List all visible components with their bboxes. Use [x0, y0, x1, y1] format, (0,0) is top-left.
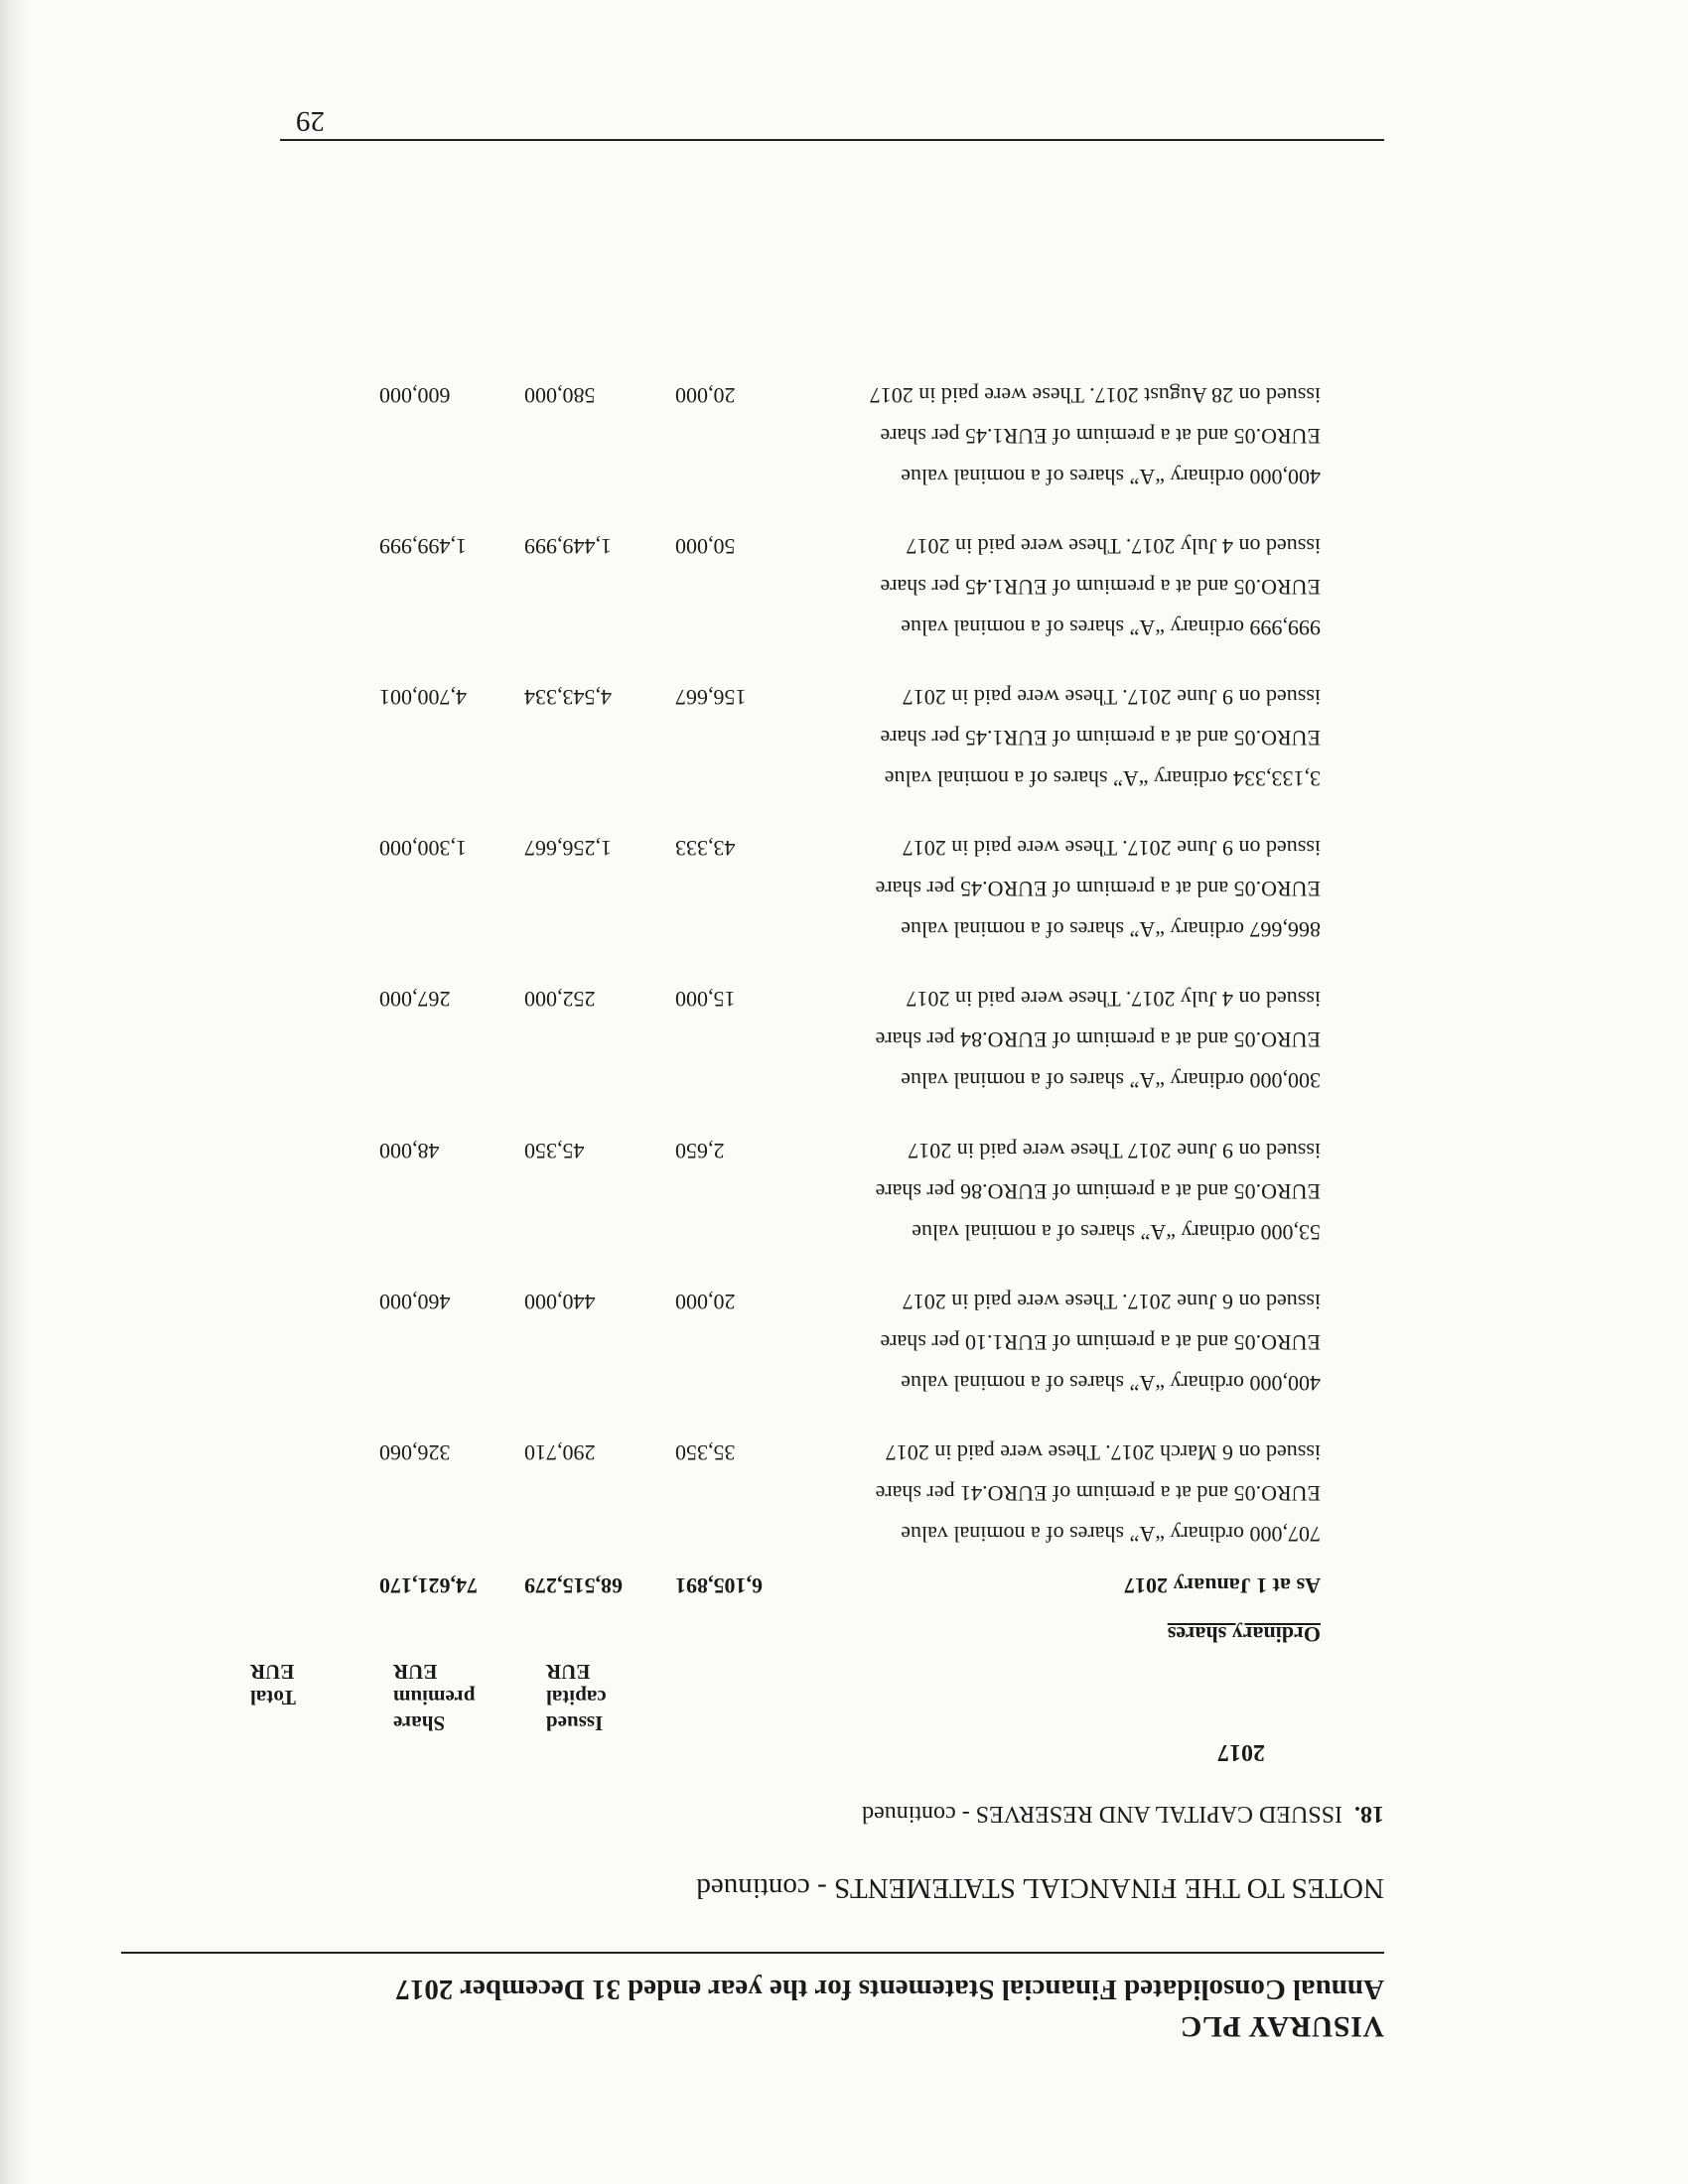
description-line: 707,000 ordinary “A” shares of a nominal value: [901, 1522, 1321, 1547]
column-header-issued-capital: [546, 1659, 685, 1736]
total-value: 48,000: [379, 1139, 440, 1163]
description-line: EURO.05 and at a premium of EUR1.45 per share: [880, 424, 1321, 449]
section-title: ISSUED CAPITAL AND RESERVES - continued: [862, 1801, 1342, 1827]
header-rule: [121, 1952, 1384, 1954]
share-premium-value: 290,710: [524, 1440, 596, 1465]
total-value: 1,300,000: [379, 836, 467, 861]
issued-capital-value: 35,350: [675, 1440, 736, 1465]
notes-heading: NOTES TO THE FINANCIAL STATEMENTS - continued: [696, 1872, 1384, 1904]
report-title: Annual Consolidated Financial Statements for the year ended 31 December 2017: [395, 1974, 1384, 2005]
description-line: issued on 4 July 2017. These were paid in 2017: [906, 534, 1321, 559]
description-line: EURO.05 and at a premium of EUR1.10 per share: [880, 1330, 1321, 1355]
description-line: 3,133,334 ordinary “A” shares of a nominal value: [884, 766, 1321, 791]
share-premium-value: 1,449,999: [524, 534, 612, 559]
issued-capital-value: 15,000: [675, 987, 736, 1012]
section-number: 18.: [1354, 1801, 1384, 1827]
column-header-line: EUR: [250, 1660, 295, 1684]
share-premium-value: 45,350: [524, 1139, 585, 1163]
company-name: VISURAY PLC: [1180, 2010, 1384, 2043]
description-line: 300,000 ordinary “A” shares of a nominal value: [901, 1068, 1321, 1093]
description-line: 400,000 ordinary “A” shares of a nominal value: [901, 1371, 1321, 1396]
issued-capital-value: 50,000: [675, 534, 736, 559]
total-value: 267,000: [379, 987, 451, 1012]
description-line: 53,000 ordinary “A” shares of a nominal value: [912, 1220, 1321, 1245]
share-premium-value: 1,256,667: [524, 836, 612, 861]
scan-edge-shadow: [0, 0, 30, 2184]
share-premium-value: 68,515,279: [524, 1573, 623, 1598]
description-line: issued on 6 March 2017. These were paid in 2017: [885, 1440, 1321, 1465]
description-line: issued on 9 June 2017 These were paid in 2017: [908, 1139, 1321, 1163]
column-header-line: Issued: [546, 1711, 604, 1735]
share-premium-value: 580,000: [524, 383, 596, 408]
total-value: 74,621,170: [379, 1573, 478, 1598]
total-value: 460,000: [379, 1290, 451, 1314]
issued-capital-value: 20,000: [675, 1290, 736, 1314]
total-value: 1,499,999: [379, 534, 467, 559]
column-header-total: [250, 1659, 389, 1710]
footer-rule: [280, 139, 1384, 141]
share-premium-value: 440,000: [524, 1290, 596, 1314]
description-line: EURO.05 and at a premium of EURO.84 per share: [875, 1027, 1321, 1052]
share-premium-value: 4,543,334: [524, 685, 612, 710]
column-header-line: premium: [393, 1686, 476, 1709]
description-line: issued on 4 July 2017. These were paid in 2017: [906, 987, 1321, 1012]
description-line: 999,999 ordinary “A” shares of a nominal value: [901, 615, 1321, 640]
description-line: EURO.05 and at a premium of EURO.45 per share: [875, 877, 1321, 901]
description-line: EURO.05 and at a premium of EUR1.45 per share: [880, 575, 1321, 600]
column-header-line: capital: [546, 1686, 607, 1709]
row-label: As at 1 January 2017: [1123, 1573, 1321, 1598]
year-heading: 2017: [1217, 1739, 1265, 1765]
issued-capital-value: 43,333: [675, 836, 736, 861]
total-value: 600,000: [379, 383, 451, 408]
description-line: issued on 6 June 2017. These were paid in 2017: [902, 1290, 1321, 1314]
total-value: 326,060: [379, 1440, 451, 1465]
column-header-line: EUR: [546, 1660, 591, 1684]
ordinary-shares-subheading: Ordinary shares: [1167, 1622, 1321, 1647]
column-header-line: Share: [393, 1711, 446, 1735]
column-header-share-premium: [393, 1659, 532, 1736]
share-premium-value: 252,000: [524, 987, 596, 1012]
issued-capital-value: 156,667: [675, 685, 747, 710]
total-value: 4,700,001: [379, 685, 467, 710]
description-line: EURO.05 and at a premium of EUR1.45 per share: [880, 726, 1321, 751]
page-number: 29: [296, 105, 325, 137]
description-line: issued on 28 August 2017. These were paid in 2017: [869, 383, 1321, 408]
issued-capital-value: 2,650: [675, 1139, 725, 1163]
column-header-line: EUR: [393, 1660, 438, 1684]
description-line: 866,667 ordinary “A” shares of a nominal value: [901, 917, 1321, 942]
description-line: issued on 9 June 2017. These were paid in 2017: [902, 836, 1321, 861]
issued-capital-value: 20,000: [675, 383, 736, 408]
description-line: EURO.05 and at a premium of EURO.41 per share: [875, 1481, 1321, 1506]
description-line: 400,000 ordinary “A” shares of a nominal value: [901, 465, 1321, 489]
column-header-line: Total: [250, 1686, 296, 1709]
description-line: EURO.05 and at a premium of EURO.86 per share: [875, 1179, 1321, 1204]
description-line: issued on 9 June 2017. These were paid in 2017: [902, 685, 1321, 710]
issued-capital-value: 6,105,891: [675, 1573, 763, 1598]
